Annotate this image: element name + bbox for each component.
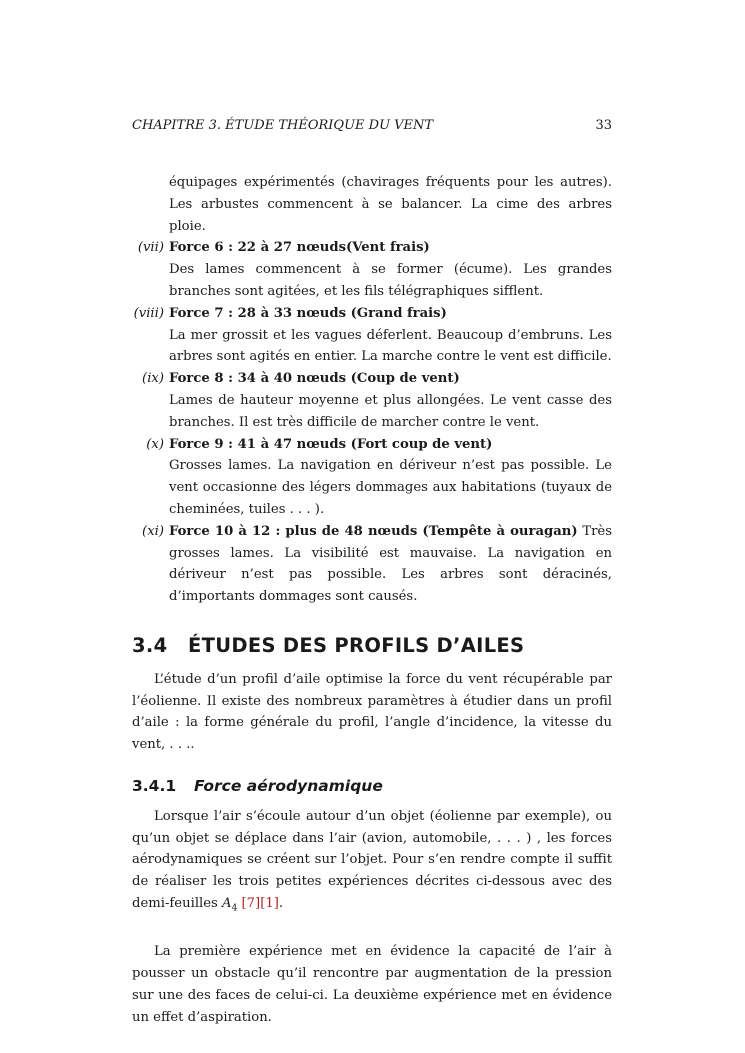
- section-number: 3.4: [132, 633, 168, 657]
- list-item: [137, 237, 612, 302]
- item-title: Force 7 : 28 à 33 nœuds (Grand frais): [169, 305, 447, 321]
- list-item: [142, 368, 612, 433]
- item-text: Grosses lames. La navigation en dériveur n’est pas possible. Le vent occasionne des légers dommages aux habitations (tuyaux de cheminées, tuiles . . . ).: [169, 458, 612, 517]
- item-label: (vii): [137, 240, 164, 256]
- item-title: Force 6 : 22 à 27 nœuds(Vent frais): [169, 240, 430, 256]
- subsection-number: 3.4.1: [132, 776, 177, 795]
- item-title: Force 8 : 34 à 40 nœuds (Coup de vent): [169, 371, 460, 387]
- paragraph-text: .: [278, 895, 284, 911]
- citation-link[interactable]: [7]: [241, 895, 261, 911]
- running-header: [132, 118, 612, 133]
- item-text: Très grosses lames. La visibilité est mauvaise. La navigation en dériveur n’est pas possible. Les arbres sont déracinés, d’importants dommages sont causés.: [169, 523, 612, 605]
- paragraph-text: Lorsque l’air s’écoule autour d’un objet (éolienne par exemple), ou qu’un objet se déplace dans l’air (avion, automobile, . . . ) , les forces aérodynamiques se créent sur l’objet. Pour s’en rendre compte il suffit de réaliser les trois petites expériences décrites ci-dessous avec des demi-feuilles: [132, 808, 612, 911]
- item-title: Force 9 : 41 à 47 nœuds (Fort coup de vent): [169, 436, 493, 452]
- paragraph: La première expérience met en évidence la capacité de l’air à pousser un obstacle qu’il rencontre par augmentation de la pression sur une des faces de celui-ci. La deuxième expérience met en évidence un effet d’aspiration.: [132, 944, 612, 1025]
- list-item: [146, 434, 612, 521]
- section-title: ÉTUDES DES PROFILS D’AILES: [188, 633, 525, 657]
- item-title: Force 10 à 12 : plus de 48 nœuds (Tempête à ouragan): [169, 523, 578, 539]
- item-text: Lames de hauteur moyenne et plus allongées. Le vent casse des branches. Il est très difficile de marcher contre le vent.: [169, 392, 612, 430]
- subsection-heading: [132, 776, 612, 798]
- list-item: [133, 303, 612, 368]
- item-text: Des lames commencent à se former (écume). Les grandes branches sont agitées, et les fils télégraphiques sifflent.: [169, 262, 612, 299]
- item-label: (x): [146, 436, 164, 452]
- chapter-title: CHAPITRE 3. ÉTUDE THÉORIQUE DU VENT: [132, 118, 434, 133]
- subsection-title: Force aérodynamique: [194, 776, 383, 795]
- continuation-text: équipages expérimentés (chavirages fréquents pour les autres). Les arbustes commencent à se balancer. La cime des arbres ploie.: [169, 175, 612, 234]
- item-label: (ix): [142, 371, 164, 387]
- item-label: (viii): [133, 305, 164, 321]
- list-item: [142, 521, 612, 608]
- section-intro: L’étude d’un profil d’aile optimise la force du vent récupérable par l’éolienne. Il existe des nombreux paramètres à étudier dans un profil d’aile : la forme générale du profil, l’angle d’incidence, la vitesse du vent, . . ..: [132, 671, 612, 753]
- citation-link[interactable]: [1]: [260, 895, 279, 911]
- page-number: 33: [595, 118, 612, 133]
- math-expression: [222, 895, 238, 914]
- item-label: (xi): [142, 523, 164, 539]
- paragraph: [132, 806, 612, 921]
- math-variable: A: [222, 895, 232, 911]
- math-subscript: 4: [231, 903, 238, 914]
- section-heading: [132, 635, 612, 657]
- item-text: La mer grossit et les vagues déferlent. Beaucoup d’embruns. Les arbres sont agités en entier. La marche contre le vent est difficile.: [169, 327, 612, 365]
- body-text: [132, 172, 612, 1029]
